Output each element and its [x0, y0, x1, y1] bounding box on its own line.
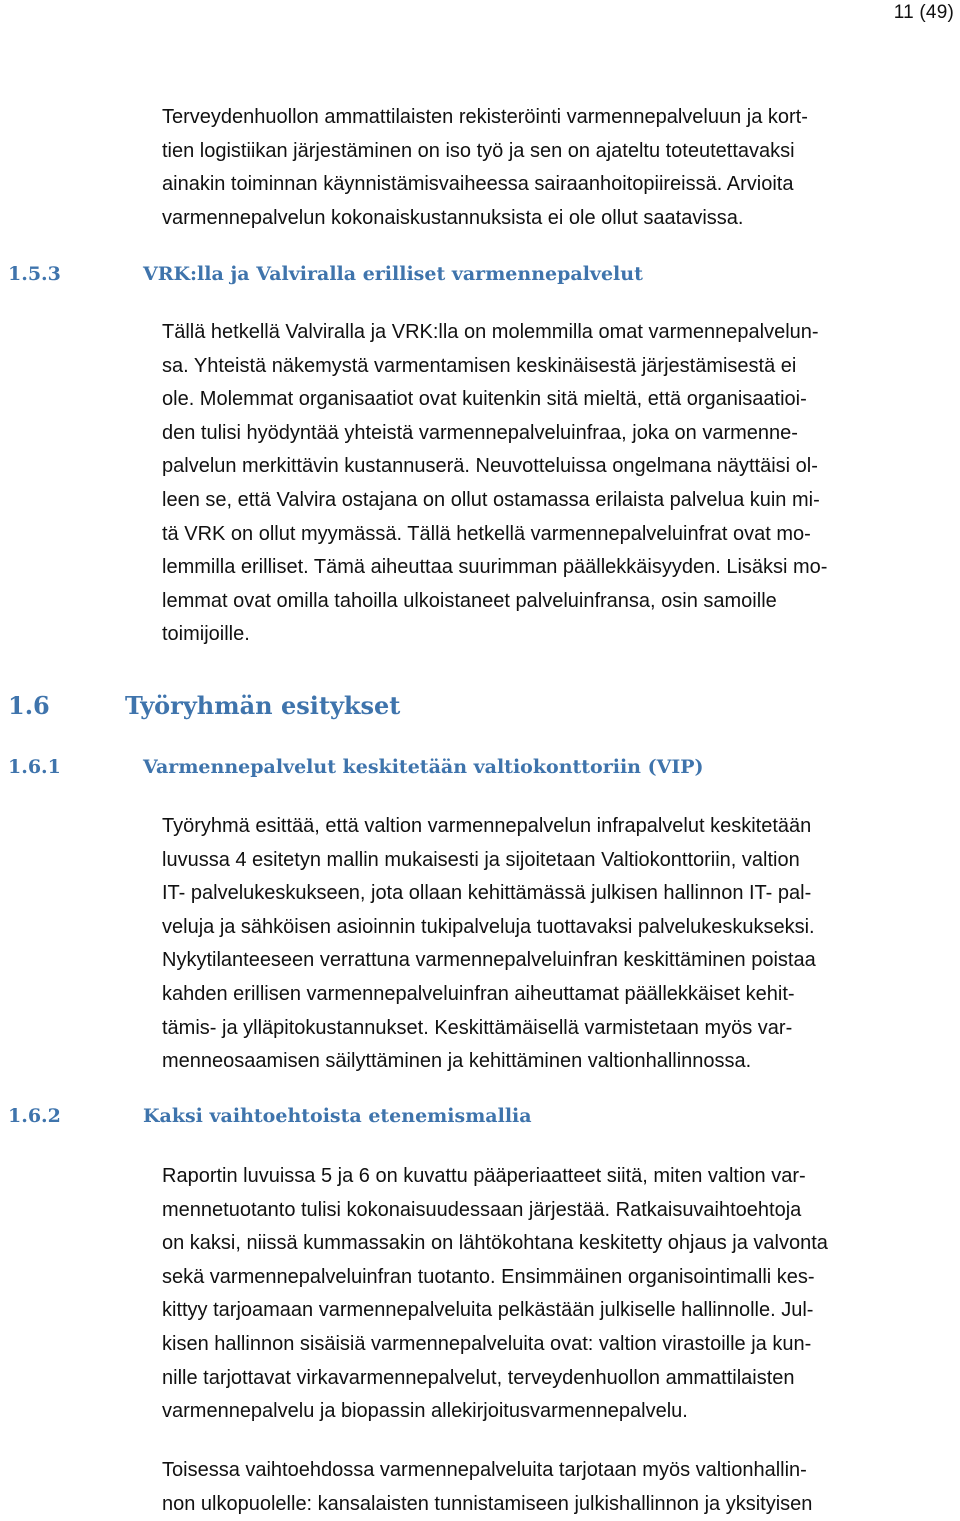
paragraph-two-models	[162, 1160, 938, 1429]
text-line: luvussa 4 esitetyn mallin mukaisesti ja sijoitetaan Valtiokonttoriin, valtion	[162, 848, 800, 871]
paragraph-second-alternative	[162, 1454, 938, 1521]
text-line: lemmat ovat omilla tahoilla ulkoistaneet palveluinfransa, osin samoille	[162, 589, 777, 612]
text-line: nille tarjottavat virkavarmennepalvelut, terveydenhuollon ammattilaisten	[162, 1366, 795, 1389]
text-line: tien logistiikan järjestäminen on iso työ ja sen on ajateltu toteutettavaksi	[162, 139, 795, 162]
section-number: 1.6.2	[8, 1105, 61, 1127]
text-line: palvelun merkittävin kustannuserä. Neuvotteluissa ongelmana näyttäisi ol-	[162, 455, 818, 478]
text-line: den tulisi hyödyntää yhteistä varmennepalveluinfraa, joka on varmenne-	[162, 421, 798, 444]
text-line: ole. Molemmat organisaatiot ovat kuitenkin sitä mieltä, että organisaatioi-	[162, 388, 807, 411]
section-title: VRK:lla ja Valviralla erilliset varmennepalvelut	[143, 263, 643, 285]
text-line: mennetuotanto tulisi kokonaisuudessaan järjestää. Ratkaisuvaihtoehtoja	[162, 1198, 802, 1221]
text-line: Työryhmä esittää, että valtion varmennepalvelun infrapalvelut keskitetään	[162, 815, 812, 837]
text-line: kittyy tarjoamaan varmennepalveluita pelkästään julkiselle hallinnolle. Jul-	[162, 1299, 814, 1322]
section-number: 1.5.3	[8, 263, 61, 285]
text-line: Tällä hetkellä Valviralla ja VRK:lla on molemmilla omat varmennepalvelun-	[162, 321, 819, 343]
text-line: Nykytilanteeseen verrattuna varmennepalveluinfran keskittäminen poistaa	[162, 949, 816, 972]
text-line: Raportin luvuissa 5 ja 6 on kuvattu pääperiaatteet siitä, miten valtion var-	[162, 1165, 806, 1187]
page-number: 11 (49)	[893, 2, 954, 23]
text-line: varmennepalvelun kokonaiskustannuksista ei ole ollut saatavissa.	[162, 206, 744, 229]
text-line: varmennepalvelu ja biopassin allekirjoitusvarmennepalvelu.	[162, 1400, 688, 1423]
section-number: 1.6.1	[8, 756, 61, 778]
text-line: ainakin toiminnan käynnistämisvaiheessa sairaanhoitopiireissä. Arvioita	[162, 173, 794, 196]
text-line: sekä varmennepalveluinfran tuotanto. Ensimmäinen organisointimalli kes-	[162, 1265, 815, 1288]
text-line: Toisessa vaihtoehdossa varmennepalveluita tarjotaan myös valtionhallin-	[162, 1459, 807, 1481]
text-line: lemmilla erilliset. Tämä aiheuttaa suurimman päällekkäisyyden. Lisäksi mo-	[162, 556, 828, 579]
text-line: tämis- ja ylläpitokustannukset. Keskittämäisellä varmistetaan myös var-	[162, 1016, 793, 1039]
paragraph-costs	[162, 101, 938, 235]
text-line: tä VRK on ollut myymässä. Tällä hetkellä varmennepalveluinfrat ovat mo-	[162, 522, 811, 545]
text-line: kisen hallinnon sisäisiä varmennepalveluita ovat: valtion virastoille ja kun-	[162, 1332, 812, 1355]
paragraph-separate-services	[162, 316, 938, 652]
text-line: leen se, että Valvira ostajana on ollut ostamassa erilaista palvelua kuin mi-	[162, 488, 820, 511]
text-line: veluja ja sähköisen asioinnin tukipalveluja tuottavaksi palvelukeskukseksi.	[162, 915, 815, 938]
text-line: on kaksi, niissä kummassakin on lähtökohtana keskitetty ohjaus ja valvonta	[162, 1232, 828, 1255]
section-title: Työryhmän esitykset	[125, 691, 401, 720]
text-line: IT- palvelukeskukseen, jota ollaan kehittämässä julkisen hallinnon IT- pal-	[162, 882, 812, 905]
text-line: sa. Yhteistä näkemystä varmentamisen keskinäisestä järjestämisestä ei	[162, 354, 797, 377]
text-line: Terveydenhuollon ammattilaisten rekisteröinti varmennepalveluun ja kort-	[162, 106, 808, 128]
paragraph-centralize	[162, 810, 938, 1079]
text-line: menneosaamisen säilyttäminen ja kehittäminen valtionhallinnossa.	[162, 1050, 752, 1073]
text-line: non ulkopuolelle: kansalaisten tunnistamiseen julkishallinnon ja yksityisen	[162, 1492, 813, 1515]
section-number: 1.6	[8, 691, 50, 720]
text-line: kahden erillisen varmennepalveluinfran aiheuttamat päällekkäiset kehit-	[162, 982, 795, 1005]
section-title: Varmennepalvelut keskitetään valtiokonttoriin (VIP)	[143, 756, 704, 778]
section-title: Kaksi vaihtoehtoista etenemismallia	[143, 1105, 532, 1127]
text-line: toimijoille.	[162, 623, 250, 646]
